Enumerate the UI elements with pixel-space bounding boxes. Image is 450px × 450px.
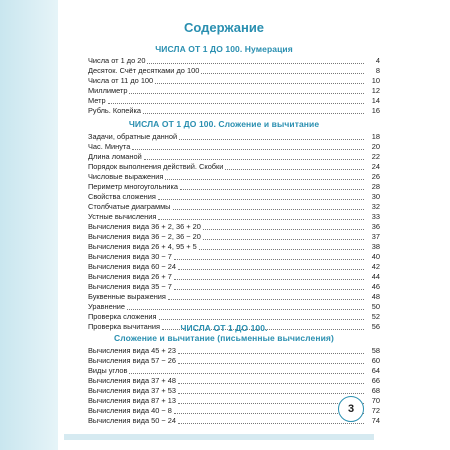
toc-entry-title: Вычисления вида 37 + 48 [88,376,176,385]
toc-entry[interactable] [88,262,380,272]
toc-entry-page: 24 [371,162,380,171]
toc-entry[interactable] [88,152,380,162]
toc-entry[interactable] [88,242,380,252]
dot-leader [127,308,364,310]
toc-entry[interactable] [88,66,380,76]
toc-entry-title: Периметр многоугольника [88,182,179,191]
toc-entry-page: 26 [371,172,380,181]
toc-entry-title: Вычисления вида 60 − 24 [88,262,176,271]
dot-leader [178,268,364,270]
toc-entry-title: Числа от 11 до 100 [88,76,154,85]
toc-entry-title: Проверка вычитания [88,322,160,331]
toc-entry-page: 44 [371,272,380,281]
toc-entry-page: 38 [371,242,380,251]
toc-entry[interactable] [88,192,380,202]
toc-entry-title: Миллиметр [88,86,128,95]
toc-entry[interactable] [88,202,380,212]
toc-entry-page: 22 [371,152,380,161]
toc-entry-title: Вычисления вида 30 − 7 [88,252,172,261]
toc-entry[interactable] [88,232,380,242]
toc-entry-page: 10 [371,76,380,85]
dot-leader [155,82,364,84]
dot-leader [174,258,364,260]
toc-list [88,346,380,426]
dot-leader [225,168,364,170]
toc-entry-title: Час. Минута [88,142,131,151]
toc-entry-title: Вычисления вида 26 + 7 [88,272,172,281]
dot-leader [158,198,364,200]
dot-leader [203,228,364,230]
toc-entry[interactable] [88,86,380,96]
toc-entry[interactable] [88,356,380,366]
toc-entry-page: 12 [371,86,380,95]
dot-leader [178,362,364,364]
section-heading-text: ЧИСЛА ОТ 1 ДО 100. [180,323,268,333]
toc-entry-page: 37 [371,232,380,241]
toc-entry[interactable] [88,96,380,106]
dot-leader [173,208,365,210]
section-heading [64,119,384,129]
dot-leader [132,148,364,150]
toc-entry-page: 33 [371,212,380,221]
dot-leader [178,382,364,384]
left-margin-strip [0,0,58,450]
dot-leader [129,372,364,374]
toc-entry[interactable] [88,212,380,222]
dot-leader [180,188,364,190]
toc-entry[interactable] [88,132,380,142]
toc-entry-title: Свойства сложения [88,192,156,201]
toc-entry[interactable] [88,282,380,292]
toc-entry-title: Уравнение [88,302,126,311]
toc-entry[interactable] [88,366,380,376]
dot-leader [174,412,364,414]
toc-entry[interactable] [88,396,380,406]
toc-entry-title: Вычисления вида 37 + 53 [88,386,176,395]
toc-entry-page: 32 [371,202,380,211]
toc-entry-title: Порядок выполнения действий. Скобки [88,162,224,171]
toc-entry-title: Вычисления вида 40 − 8 [88,406,172,415]
toc-entry-title: Десяток. Счёт десятками до 100 [88,66,200,75]
toc-entry-title: Длина ломаной [88,152,142,161]
toc-entry-page: 46 [371,282,380,291]
toc-entry-title: Вычисления вида 35 − 7 [88,282,172,291]
dot-leader [178,392,364,394]
toc-entry[interactable] [88,162,380,172]
dot-leader [178,352,364,354]
toc-entry-page: 42 [371,262,380,271]
toc-entry-page: 16 [371,106,380,115]
toc-entry-page: 28 [371,182,380,191]
toc-entry-page: 68 [371,386,380,395]
dot-leader [158,218,364,220]
dot-leader [174,278,364,280]
toc-entry[interactable] [88,312,380,322]
toc-entry-page: 14 [371,96,380,105]
toc-entry-title: Вычисления вида 57 − 26 [88,356,176,365]
section-heading [64,44,384,54]
section-subheading: Сложение и вычитание (письменные вычисления) [114,333,334,343]
toc-entry-title: Задачи, обратные данной [88,132,178,141]
section-heading-text: ЧИСЛА ОТ 1 ДО 100. Нумерация [155,44,293,54]
toc-entry[interactable] [88,182,380,192]
section-heading-text: ЧИСЛА ОТ 1 ДО 100. Сложение и вычитание [128,119,320,129]
toc-entry[interactable] [88,272,380,282]
toc-entry-title: Вычисления вида 87 + 13 [88,396,176,405]
dot-leader [178,402,364,404]
toc-entry[interactable] [88,172,380,182]
toc-page [64,0,384,450]
toc-entry-title: Виды углов [88,366,128,375]
dot-leader [165,178,364,180]
dot-leader [174,288,364,290]
page-number: 3 [338,396,364,422]
toc-entry-title: Числовые выражения [88,172,164,181]
dot-leader [159,318,364,320]
toc-entry-page: 36 [371,222,380,231]
dot-leader [201,72,364,74]
toc-entry[interactable] [88,106,380,116]
toc-entry-title: Рубль. Копейка [88,106,142,115]
toc-entry-title: Вычисления вида 36 + 2, 36 + 20 [88,222,201,231]
toc-entry[interactable] [88,292,380,302]
toc-entry[interactable] [88,142,380,152]
toc-entry-page: 30 [371,192,380,201]
dot-leader [199,248,364,250]
toc-entry-title: Вычисления вида 36 − 2, 36 − 20 [88,232,201,241]
toc-entry[interactable] [88,302,380,312]
toc-entry[interactable] [88,376,380,386]
toc-entry-title: Столбчатые диаграммы [88,202,171,211]
toc-entry-page: 56 [371,322,380,331]
toc-entry[interactable] [88,406,380,416]
toc-entry[interactable] [88,346,380,356]
toc-entry-title: Устные вычисления [88,212,157,221]
toc-entry-title: Буквенные выражения [88,292,166,301]
dot-leader [147,62,364,64]
toc-entry-page: 40 [371,252,380,261]
bottom-decor-bar [64,434,374,440]
toc-entry-page: 58 [371,346,380,355]
toc-entry-title: Числа от 1 до 20 [88,56,146,65]
toc-entry-title: Вычисления вида 50 − 24 [88,416,176,425]
toc-entry-page: 8 [375,66,380,75]
dot-leader [168,298,364,300]
toc-entry-page: 50 [371,302,380,311]
toc-entry[interactable] [88,416,380,426]
dot-leader [203,238,364,240]
toc-entry-title: Метр [88,96,106,105]
dot-leader [108,102,364,104]
dot-leader [144,158,364,160]
toc-entry-page: 66 [371,376,380,385]
dot-leader [143,112,364,114]
toc-entry-page: 60 [371,356,380,365]
toc-entry[interactable] [88,56,380,66]
toc-entry-page: 20 [371,142,380,151]
toc-entry-title: Вычисления вида 26 + 4, 95 + 5 [88,242,197,251]
toc-entry-page: 64 [371,366,380,375]
dot-leader [179,138,364,140]
toc-entry-page: 4 [375,56,380,65]
toc-entry[interactable] [88,222,380,232]
toc-entry-page: 74 [371,416,380,425]
toc-list [88,56,380,116]
toc-entry[interactable] [88,386,380,396]
page-title: Содержание [183,20,265,35]
toc-entry-page: 72 [371,406,380,415]
toc-entry-title: Проверка сложения [88,312,157,321]
dot-leader [178,422,364,424]
toc-entry[interactable] [88,76,380,86]
toc-entry[interactable] [88,252,380,262]
toc-entry-page: 70 [371,396,380,405]
section-heading [64,323,384,343]
toc-entry-page: 18 [371,132,380,141]
toc-entry-page: 52 [371,312,380,321]
toc-entry-title: Вычисления вида 45 + 23 [88,346,176,355]
toc-entry-page: 48 [371,292,380,301]
toc-list [88,132,380,332]
dot-leader [129,92,364,94]
